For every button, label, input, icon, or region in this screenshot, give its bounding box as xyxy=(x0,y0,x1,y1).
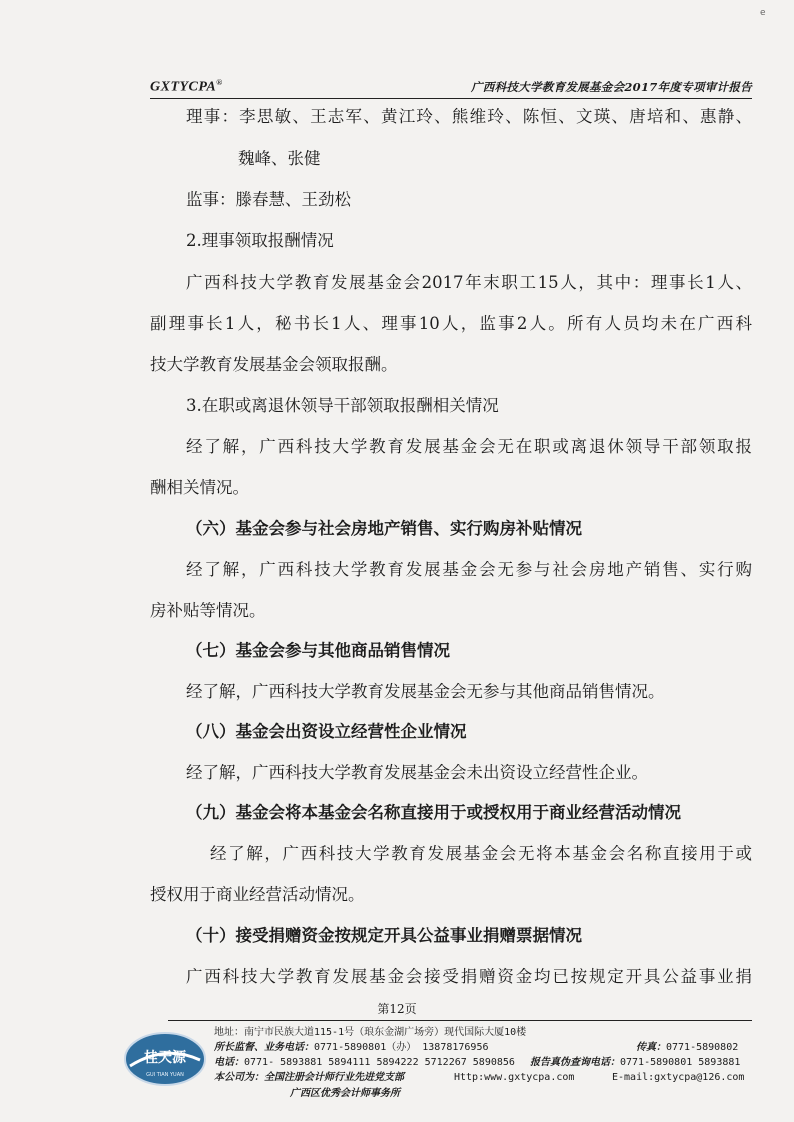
body-line-11: 经了解，广西科技大学教育发展基金会无参与社会房地产销售、实行购 xyxy=(186,560,752,579)
body-line-14: 经了解，广西科技大学教育发展基金会未出资设立经营性企业。 xyxy=(186,763,648,782)
firm-logo xyxy=(122,1030,208,1088)
section-heading-6: （六）基金会参与社会房地产销售、实行购房补贴情况 xyxy=(186,519,582,538)
body-line-15: 经了解，广西科技大学教育发展基金会无将本基金会名称直接用于或 xyxy=(210,844,752,863)
body-line-2: 魏峰、张健 xyxy=(238,149,321,168)
footer-fax: 传真：0771-5890802 xyxy=(636,1042,739,1053)
body-line-7: 技大学教育发展基金会领取报酬。 xyxy=(150,355,398,374)
registered-mark: ® xyxy=(216,78,223,87)
body-line-12: 房补贴等情况。 xyxy=(150,601,266,620)
footer-email[interactable]: E-mail:gxtycpa@126.com xyxy=(612,1072,745,1083)
section-heading-10: （十）接受捐赠资金按规定开具公益事业捐赠票据情况 xyxy=(186,926,582,945)
body-line-16: 授权用于商业经营活动情况。 xyxy=(150,885,365,904)
subheading-2: 2.理事领取报酬情况 xyxy=(186,231,334,250)
footer-phones: 电话：0771- 5893881 5894111 5894222 5712267 5890856 xyxy=(214,1057,515,1068)
section-heading-9: （九）基金会将本基金会名称直接用于或授权用于商业经营活动情况 xyxy=(186,803,681,822)
logo-subtext: GUI TIAN YUAN xyxy=(146,1072,184,1078)
footer-rule xyxy=(168,1020,752,1021)
footer-verify: 报告真伪查询电话：0771-5890801 5893881 xyxy=(530,1057,741,1068)
section-heading-8: （八）基金会出资设立经营性企业情况 xyxy=(186,722,467,741)
body-line-5: 广西科技大学教育发展基金会2017年末职工15人，其中：理事长1人、 xyxy=(186,273,752,292)
body-line-6: 副理事长1人，秘书长1人、理事10人，监事2人。所有人员均未在广西科 xyxy=(150,314,752,333)
header-report-title: 广西科技大学教育发展基金会2017年度专项审计报告 xyxy=(470,80,752,94)
footer-website[interactable]: Http:www.gxtycpa.com xyxy=(454,1072,575,1083)
header-brand: GXTYCPA® xyxy=(150,78,223,95)
footer-honor-2: 广西区优秀会计师事务所 xyxy=(290,1088,400,1099)
section-heading-7: （七）基金会参与其他商品销售情况 xyxy=(186,641,450,660)
corner-mark: e xyxy=(760,8,766,18)
body-line-3: 监事：滕春慧、王劲松 xyxy=(186,190,351,209)
header-rule xyxy=(150,98,752,99)
logo-text: 桂天源 xyxy=(144,1050,186,1066)
page-number: 第12页 xyxy=(377,1002,417,1016)
body-line-1: 理事：李思敏、王志军、黄江玲、熊维玲、陈恒、文瑛、唐培和、惠静、 xyxy=(186,107,752,126)
footer-address: 地址：南宁市民族大道115-1号（琅东金湖广场旁）现代国际大厦10楼 xyxy=(214,1027,527,1038)
body-line-10: 酬相关情况。 xyxy=(150,478,249,497)
footer-honor: 本公司为：全国注册会计师行业先进党支部 xyxy=(214,1072,404,1083)
footer-director-line: 所长监督、业务电话：0771-5890801（办） 13878176956 xyxy=(214,1042,489,1053)
subheading-3: 3.在职或离退休领导干部领取报酬相关情况 xyxy=(186,396,499,415)
page-header xyxy=(150,78,752,100)
body-line-13: 经了解，广西科技大学教育发展基金会无参与其他商品销售情况。 xyxy=(186,682,665,701)
body-line-17: 广西科技大学教育发展基金会接受捐赠资金均已按规定开具公益事业捐 xyxy=(186,967,752,986)
body-line-9: 经了解，广西科技大学教育发展基金会无在职或离退休领导干部领取报 xyxy=(186,437,752,456)
